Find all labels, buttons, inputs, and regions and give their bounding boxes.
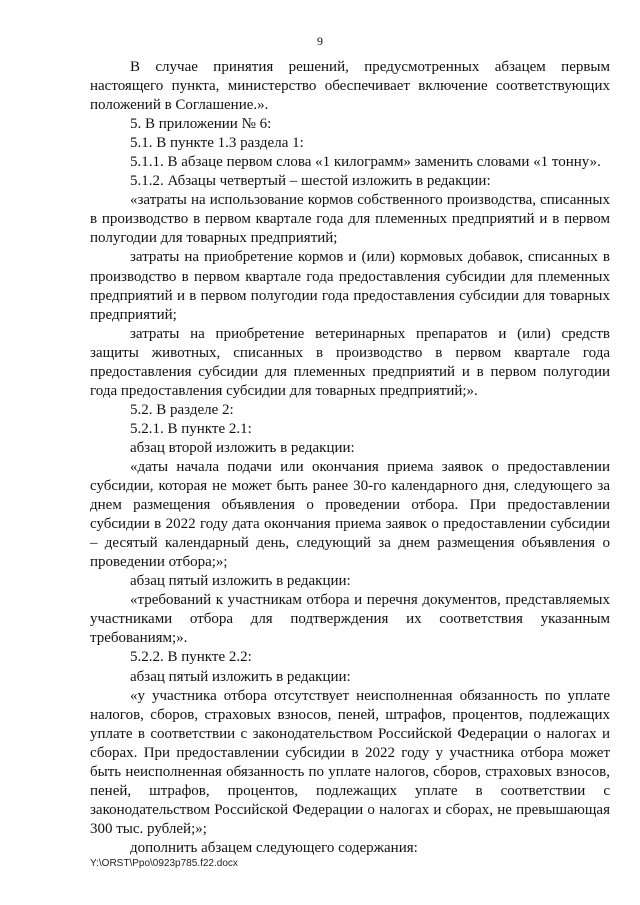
paragraph: 5.1. В пункте 1.3 раздела 1: — [130, 135, 304, 152]
footer-file-path: Y:\ORST\Ppo\0923p785.f22.docx — [90, 858, 238, 869]
paragraph: абзац пятый изложить в редакции: — [130, 668, 351, 685]
page-number: 9 — [317, 34, 323, 48]
paragraph: 5. В приложении № 6: — [130, 116, 272, 133]
paragraph: затраты на приобретение ветеринарных препаратов и (или) средств защиты животных, списанных в производство в первом квартале года предоставления субсидии для племенных предприятий и в первом полугодии года предоставления субсидии для товарных предприятий;». — [90, 325, 610, 399]
paragraph: В случае принятия решений, предусмотренных абзацем первым настоящего пункта, министерство обеспечивает включение соответствующих положений в Соглашение.». — [90, 59, 610, 114]
paragraph: 5.2. В разделе 2: — [130, 401, 234, 418]
paragraph: 5.1.2. Абзацы четвертый – шестой изложить в редакции: — [130, 173, 491, 190]
paragraph: «затраты на использование кормов собственного производства, списанных в производство в первом квартале года для племенных предприятий и в первом полугодии для товарных предприятий; — [90, 192, 610, 247]
paragraph: дополнить абзацем следующего содержания: — [130, 839, 418, 856]
paragraph: 5.1.1. В абзаце первом слова «1 килограмм» заменить словами «1 тонну». — [130, 154, 601, 171]
paragraph: «у участника отбора отсутствует неисполненная обязанность по уплате налогов, сборов, страховых взносов, пеней, штрафов, процентов, подлежащих уплате в соответствии с законодательством Российской Федерации о налогах и сборах. При предоставлении субсидии в 2022 году у участника отбора может быть неисполненная обязанность по уплате налогов, сборов, страховых взносов, пеней, штрафов, процентов, подлежащих уплате в соответствии с законодательством Российской Федерации о налогах и сборах, не превышающая 300 тыс. рублей;»; — [90, 687, 610, 837]
paragraph: 5.2.1. В пункте 2.1: — [130, 420, 252, 437]
document-body — [90, 58, 610, 858]
paragraph: затраты на приобретение кормов и (или) кормовых добавок, списанных в производство в первом квартале года предоставления субсидии для племенных предприятий и в первом полугодии года предоставления субсидии для товарных предприятий; — [90, 249, 610, 323]
paragraph: абзац пятый изложить в редакции: — [130, 573, 351, 590]
paragraph: 5.2.2. В пункте 2.2: — [130, 649, 252, 666]
paragraph: «даты начала подачи или окончания приема заявок о предоставлении субсидии, которая не может быть ранее 30-го календарного дня, следующего за днем размещения объявления о проведении отбора. При предоставлении субсидии в 2022 году дата окончания приема заявок о предоставлении субсидии – десятый календарный день, следующий за днем размещения объявления о проведении отбора;»; — [90, 458, 610, 571]
paragraph: «требований к участникам отбора и перечня документов, представляемых участниками отбора для подтверждения их соответствия указанным требованиям;». — [90, 592, 610, 647]
paragraph: абзац второй изложить в редакции: — [130, 439, 355, 456]
